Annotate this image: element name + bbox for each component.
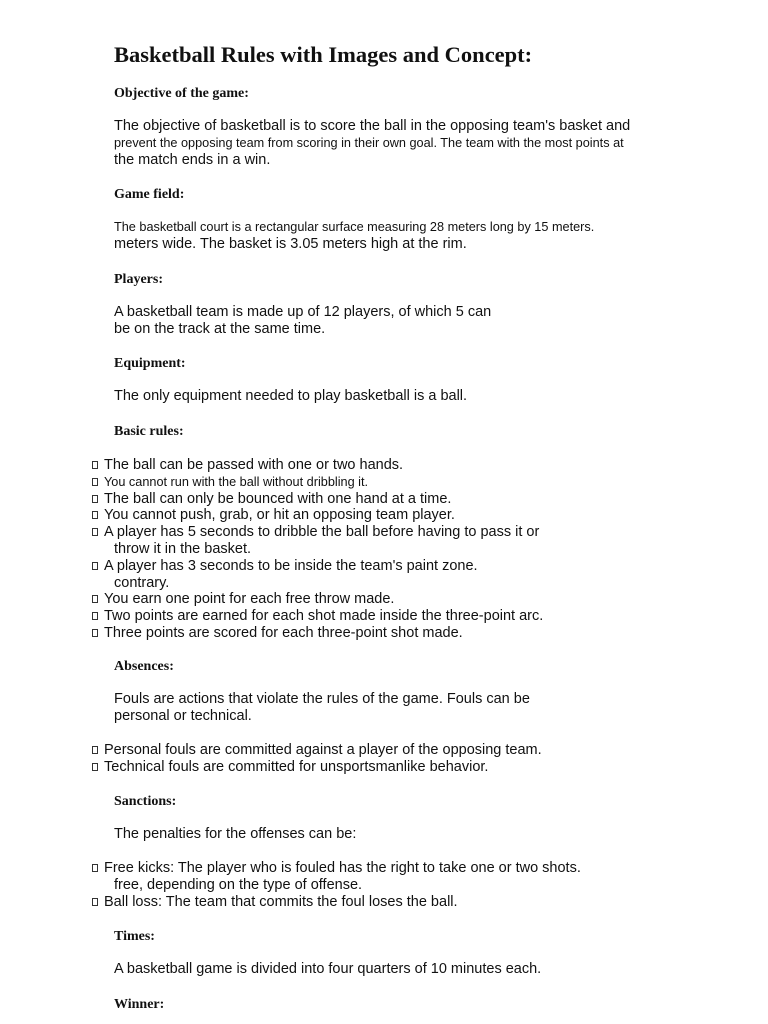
- objective-line: The objective of basketball is to score the ball in the opposing team's basket and: [114, 118, 631, 134]
- list-item: A player has 5 seconds to dribble the ball before having to pass it or throw it in the basket.: [92, 524, 543, 558]
- times-line: A basketball game is divided into four quarters of 10 minutes each.: [114, 961, 542, 977]
- list-item: You earn one point for each free throw made.: [92, 591, 543, 608]
- players-line: be on the track at the same time.: [114, 321, 326, 337]
- absences-paragraph: [114, 691, 530, 725]
- checkbox-bullet-icon: [92, 478, 98, 486]
- list-item: The ball can be passed with one or two hands.: [92, 457, 543, 474]
- players-line: A basketball team is made up of 12 players, of which 5 can: [114, 304, 492, 320]
- list-item-continuation: free, depending on the type of offense.: [114, 876, 363, 893]
- checkbox-bullet-icon: [92, 595, 98, 603]
- sanctions-paragraph: [114, 826, 356, 843]
- checkbox-bullet-icon: [92, 511, 98, 519]
- checkbox-bullet-icon: [92, 612, 98, 620]
- sanctions-list: [92, 860, 581, 910]
- list-item: Two points are earned for each shot made inside the three-point arc.: [92, 608, 543, 625]
- field-line: The basketball court is a rectangular surface measuring 28 meters long by 15 meters.: [114, 220, 595, 234]
- checkbox-bullet-icon: [92, 864, 98, 872]
- heading-basic-rules: Basic rules:: [114, 424, 184, 439]
- checkbox-bullet-icon: [92, 528, 98, 536]
- checkbox-bullet-icon: [92, 898, 98, 906]
- heading-winner: Winner:: [114, 997, 165, 1012]
- heading-game-field: Game field:: [114, 187, 185, 202]
- list-item: Ball loss: The team that commits the foul loses the ball.: [92, 894, 581, 911]
- heading-sanctions: Sanctions:: [114, 794, 177, 809]
- objective-line: prevent the opposing team from scoring in their own goal. The team with the most points at: [114, 136, 624, 150]
- objective-line: the match ends in a win.: [114, 152, 271, 168]
- checkbox-bullet-icon: [92, 629, 98, 637]
- list-item-continuation: throw it in the basket.: [114, 540, 252, 557]
- absences-line: Fouls are actions that violate the rules of the game. Fouls can be: [114, 691, 530, 707]
- checkbox-bullet-icon: [92, 562, 98, 570]
- absences-list: [92, 742, 542, 776]
- list-item: Technical fouls are committed for unsportsmanlike behavior.: [92, 759, 542, 776]
- field-paragraph: [114, 219, 594, 253]
- objective-paragraph: [114, 118, 630, 169]
- equipment-paragraph: [114, 388, 467, 405]
- checkbox-bullet-icon: [92, 763, 98, 771]
- list-item: Free kicks: The player who is fouled has the right to take one or two shots. free, depending on the type of offense.: [92, 860, 581, 894]
- basic-rules-list: [92, 457, 543, 642]
- heading-equipment: Equipment:: [114, 356, 186, 371]
- heading-absences: Absences:: [114, 659, 174, 674]
- list-item: The ball can only be bounced with one hand at a time.: [92, 491, 543, 508]
- list-item-continuation: contrary.: [114, 574, 170, 591]
- checkbox-bullet-icon: [92, 461, 98, 469]
- sanctions-line: The penalties for the offenses can be:: [114, 826, 357, 842]
- list-item: You cannot push, grab, or hit an opposing team player.: [92, 507, 543, 524]
- checkbox-bullet-icon: [92, 746, 98, 754]
- times-paragraph: [114, 961, 541, 978]
- list-item: Three points are scored for each three-point shot made.: [92, 625, 543, 642]
- list-item: You cannot run with the ball without dribbling it.: [92, 474, 543, 491]
- heading-players: Players:: [114, 272, 163, 287]
- checkbox-bullet-icon: [92, 495, 98, 503]
- list-item: A player has 3 seconds to be inside the team's paint zone. contrary.: [92, 558, 543, 592]
- list-item: Personal fouls are committed against a player of the opposing team.: [92, 742, 542, 759]
- absences-line: personal or technical.: [114, 708, 252, 724]
- players-paragraph: [114, 304, 491, 338]
- heading-objective: Objective of the game:: [114, 86, 249, 101]
- equipment-line: The only equipment needed to play basketball is a ball.: [114, 388, 468, 404]
- document-title: Basketball Rules with Images and Concept:: [114, 42, 533, 67]
- heading-times: Times:: [114, 929, 155, 944]
- field-line: meters wide. The basket is 3.05 meters high at the rim.: [114, 236, 467, 252]
